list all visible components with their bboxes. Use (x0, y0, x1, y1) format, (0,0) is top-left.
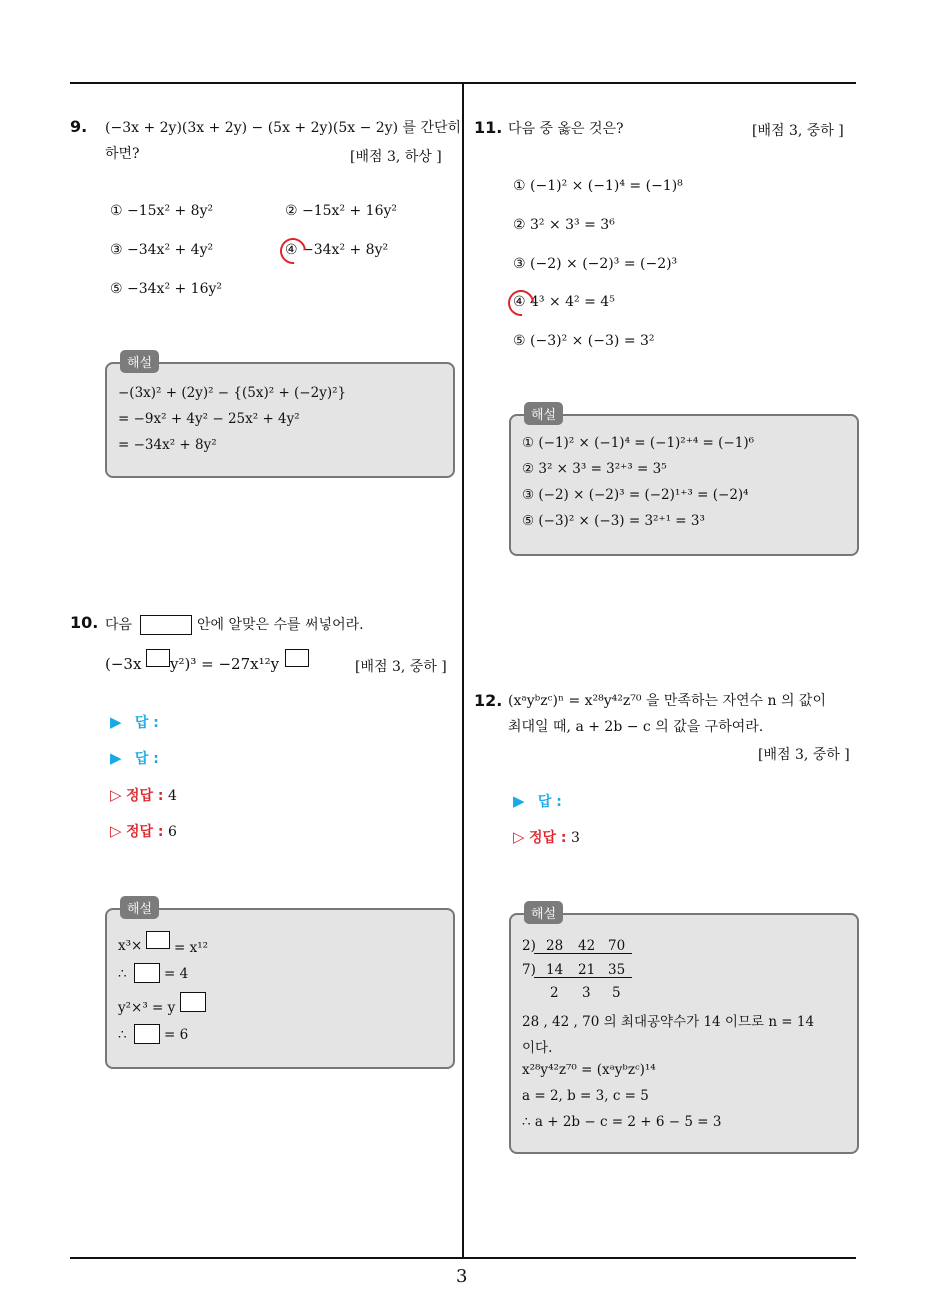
q9-line2: 하면? (105, 146, 140, 162)
q9-explanation-line: = −34x² + 8y² (118, 437, 217, 453)
correct-label: 정답 : (529, 830, 567, 846)
q11-explanation-line: ⑤ (−3)² × (−3) = 3²⁺¹ = 3³ (522, 513, 705, 529)
q10-blank-exponent (146, 649, 170, 667)
q9-explanation-line: = −9x² + 4y² − 25x² + 4y² (118, 411, 300, 427)
div-row-2-v3: 35 (608, 962, 626, 978)
q10-eq-mid: y²)³ = −27x¹²y (170, 655, 280, 673)
q12-explanation-line: 이다. (522, 1040, 553, 1056)
div-row-1-underline (534, 953, 632, 954)
q12-line2: 최대일 때, a + 2b − c 의 값을 구하여라. (508, 719, 764, 735)
q10-correct-row-1 (110, 785, 177, 805)
q12-score: [배점 3, 중하 ] (758, 747, 850, 763)
q10-answer-row-2 (110, 748, 159, 768)
q11-answer-mark-icon (503, 285, 540, 322)
div-row-3-v2: 3 (582, 985, 591, 1001)
q12-answer-row (513, 791, 562, 811)
q11-explanation-line: ① (−1)² × (−1)⁴ = (−1)²⁺⁴ = (−1)⁶ (522, 435, 754, 451)
q12-line1: (xᵃyᵇzᶜ)ⁿ = x²⁸y⁴²z⁷⁰ 을 만족하는 자연수 n 의 값이 (508, 693, 826, 709)
q10-blank-box (140, 615, 192, 635)
answer-label: 답 : (134, 751, 159, 767)
q11-option-1[interactable]: ① (−1)² × (−1)⁴ = (−1)⁸ (513, 178, 683, 194)
outline-triangle-icon: ▷ (110, 822, 122, 840)
q10-expl-therefore: ∴ (118, 1027, 127, 1043)
q12-explanation-line: ∴ a + 2b − c = 2 + 6 − 5 = 3 (522, 1114, 722, 1130)
q11-score: [배점 3, 중하 ] (752, 123, 844, 139)
q10-text-pre: 다음 (105, 617, 133, 633)
q10-expl-blank (134, 963, 160, 983)
q9-explanation-line: −(3x)² + (2y)² − {(5x)² + (−2y)²} (118, 385, 347, 401)
div-row-3-v3: 5 (612, 985, 621, 1001)
play-triangle-icon: ▶ (110, 713, 122, 731)
q10-answer-row-1 (110, 712, 159, 732)
q11-option-2[interactable]: ② 3² × 3³ = 3⁶ (513, 217, 615, 233)
q10-expl-blank (134, 1024, 160, 1044)
q10-eq-left: (−3x (105, 655, 142, 673)
play-triangle-icon: ▶ (513, 792, 525, 810)
q9-answer-mark-icon (275, 233, 312, 270)
q9-option-1[interactable]: ① −15x² + 8y² (110, 203, 214, 219)
q9-option-4[interactable]: ④ −34x² + 8y² (285, 242, 389, 258)
correct-value: 4 (167, 788, 177, 804)
q11-option-4[interactable]: ④ 4³ × 4² = 4⁵ (513, 294, 615, 310)
answer-label: 답 : (134, 715, 159, 731)
q11-explanation-line: ③ (−2) × (−2)³ = (−2)¹⁺³ = (−2)⁴ (522, 487, 749, 503)
correct-label: 정답 : (126, 824, 164, 840)
q11-explanation-tag: 해설 (524, 402, 563, 425)
outline-triangle-icon: ▷ (513, 828, 525, 846)
div-row-1-v1: 28 (546, 938, 564, 954)
q12-explanation-tag: 해설 (524, 901, 563, 924)
q10-expl-value: = 6 (164, 1027, 189, 1043)
q10-expl-blank (146, 931, 170, 949)
q12-explanation-line: 28 , 42 , 70 의 최대공약수가 14 이므로 n = 14 (522, 1014, 815, 1030)
div-row-2-v2: 21 (578, 962, 596, 978)
q10-correct-row-2 (110, 821, 177, 841)
q12-explanation-line: x²⁸y⁴²z⁷⁰ = (xᵃyᵇzᶜ)¹⁴ (522, 1062, 656, 1078)
q9-score: [배점 3, 하상 ] (350, 149, 442, 165)
q10-expl-result: = x¹² (174, 940, 209, 956)
q9-option-5[interactable]: ⑤ −34x² + 16y² (110, 281, 223, 297)
column-divider (462, 82, 464, 1258)
correct-label: 정답 : (126, 788, 164, 804)
q10-expl-y: y²×³ = y (118, 1000, 176, 1016)
q10-score: [배점 3, 중하 ] (355, 659, 447, 675)
answer-label: 답 : (537, 794, 562, 810)
q10-expl-x: x³× (118, 938, 143, 954)
q11-explanation-line: ② 3² × 3³ = 3²⁺³ = 3⁵ (522, 461, 667, 477)
div-row-2-underline (534, 977, 632, 978)
div-row-2-v1: 14 (546, 962, 564, 978)
q10-explanation-tag: 해설 (120, 896, 159, 919)
q11-option-3[interactable]: ③ (−2) × (−2)³ = (−2)³ (513, 256, 678, 272)
q9-line1: (−3x + 2y)(3x + 2y) − (5x + 2y)(5x − 2y) 를 간단히 (105, 120, 462, 136)
div-row-1-v3: 70 (608, 938, 626, 954)
div-row-1-divisor: 2) (522, 938, 536, 954)
q12-correct-row (513, 827, 580, 847)
div-row-2-divisor: 7) (522, 962, 536, 978)
page-number: 3 (456, 1266, 468, 1287)
q9-option-2[interactable]: ② −15x² + 16y² (285, 203, 398, 219)
play-triangle-icon: ▶ (110, 749, 122, 767)
q12-number: 12. (474, 691, 503, 710)
q10-expl-therefore: ∴ (118, 966, 127, 982)
q12-explanation-line: a = 2, b = 3, c = 5 (522, 1088, 649, 1104)
outline-triangle-icon: ▷ (110, 786, 122, 804)
correct-value: 3 (570, 830, 580, 846)
q9-number: 9. (70, 117, 88, 136)
div-row-3-v1: 2 (550, 985, 559, 1001)
correct-value: 6 (167, 824, 177, 840)
q10-text-post: 안에 알맞은 수를 써넣어라. (197, 617, 364, 633)
q11-text: 다음 중 옳은 것은? (508, 121, 624, 137)
q10-number: 10. (70, 613, 99, 632)
q10-expl-value: = 4 (164, 966, 189, 982)
q10-blank-exponent-2 (285, 649, 309, 667)
q9-explanation-tag: 해설 (120, 350, 159, 373)
q10-expl-blank (180, 992, 206, 1012)
q9-option-3[interactable]: ③ −34x² + 4y² (110, 242, 214, 258)
q11-number: 11. (474, 118, 503, 137)
q11-option-5[interactable]: ⑤ (−3)² × (−3) = 3² (513, 333, 655, 349)
div-row-1-v2: 42 (578, 938, 596, 954)
